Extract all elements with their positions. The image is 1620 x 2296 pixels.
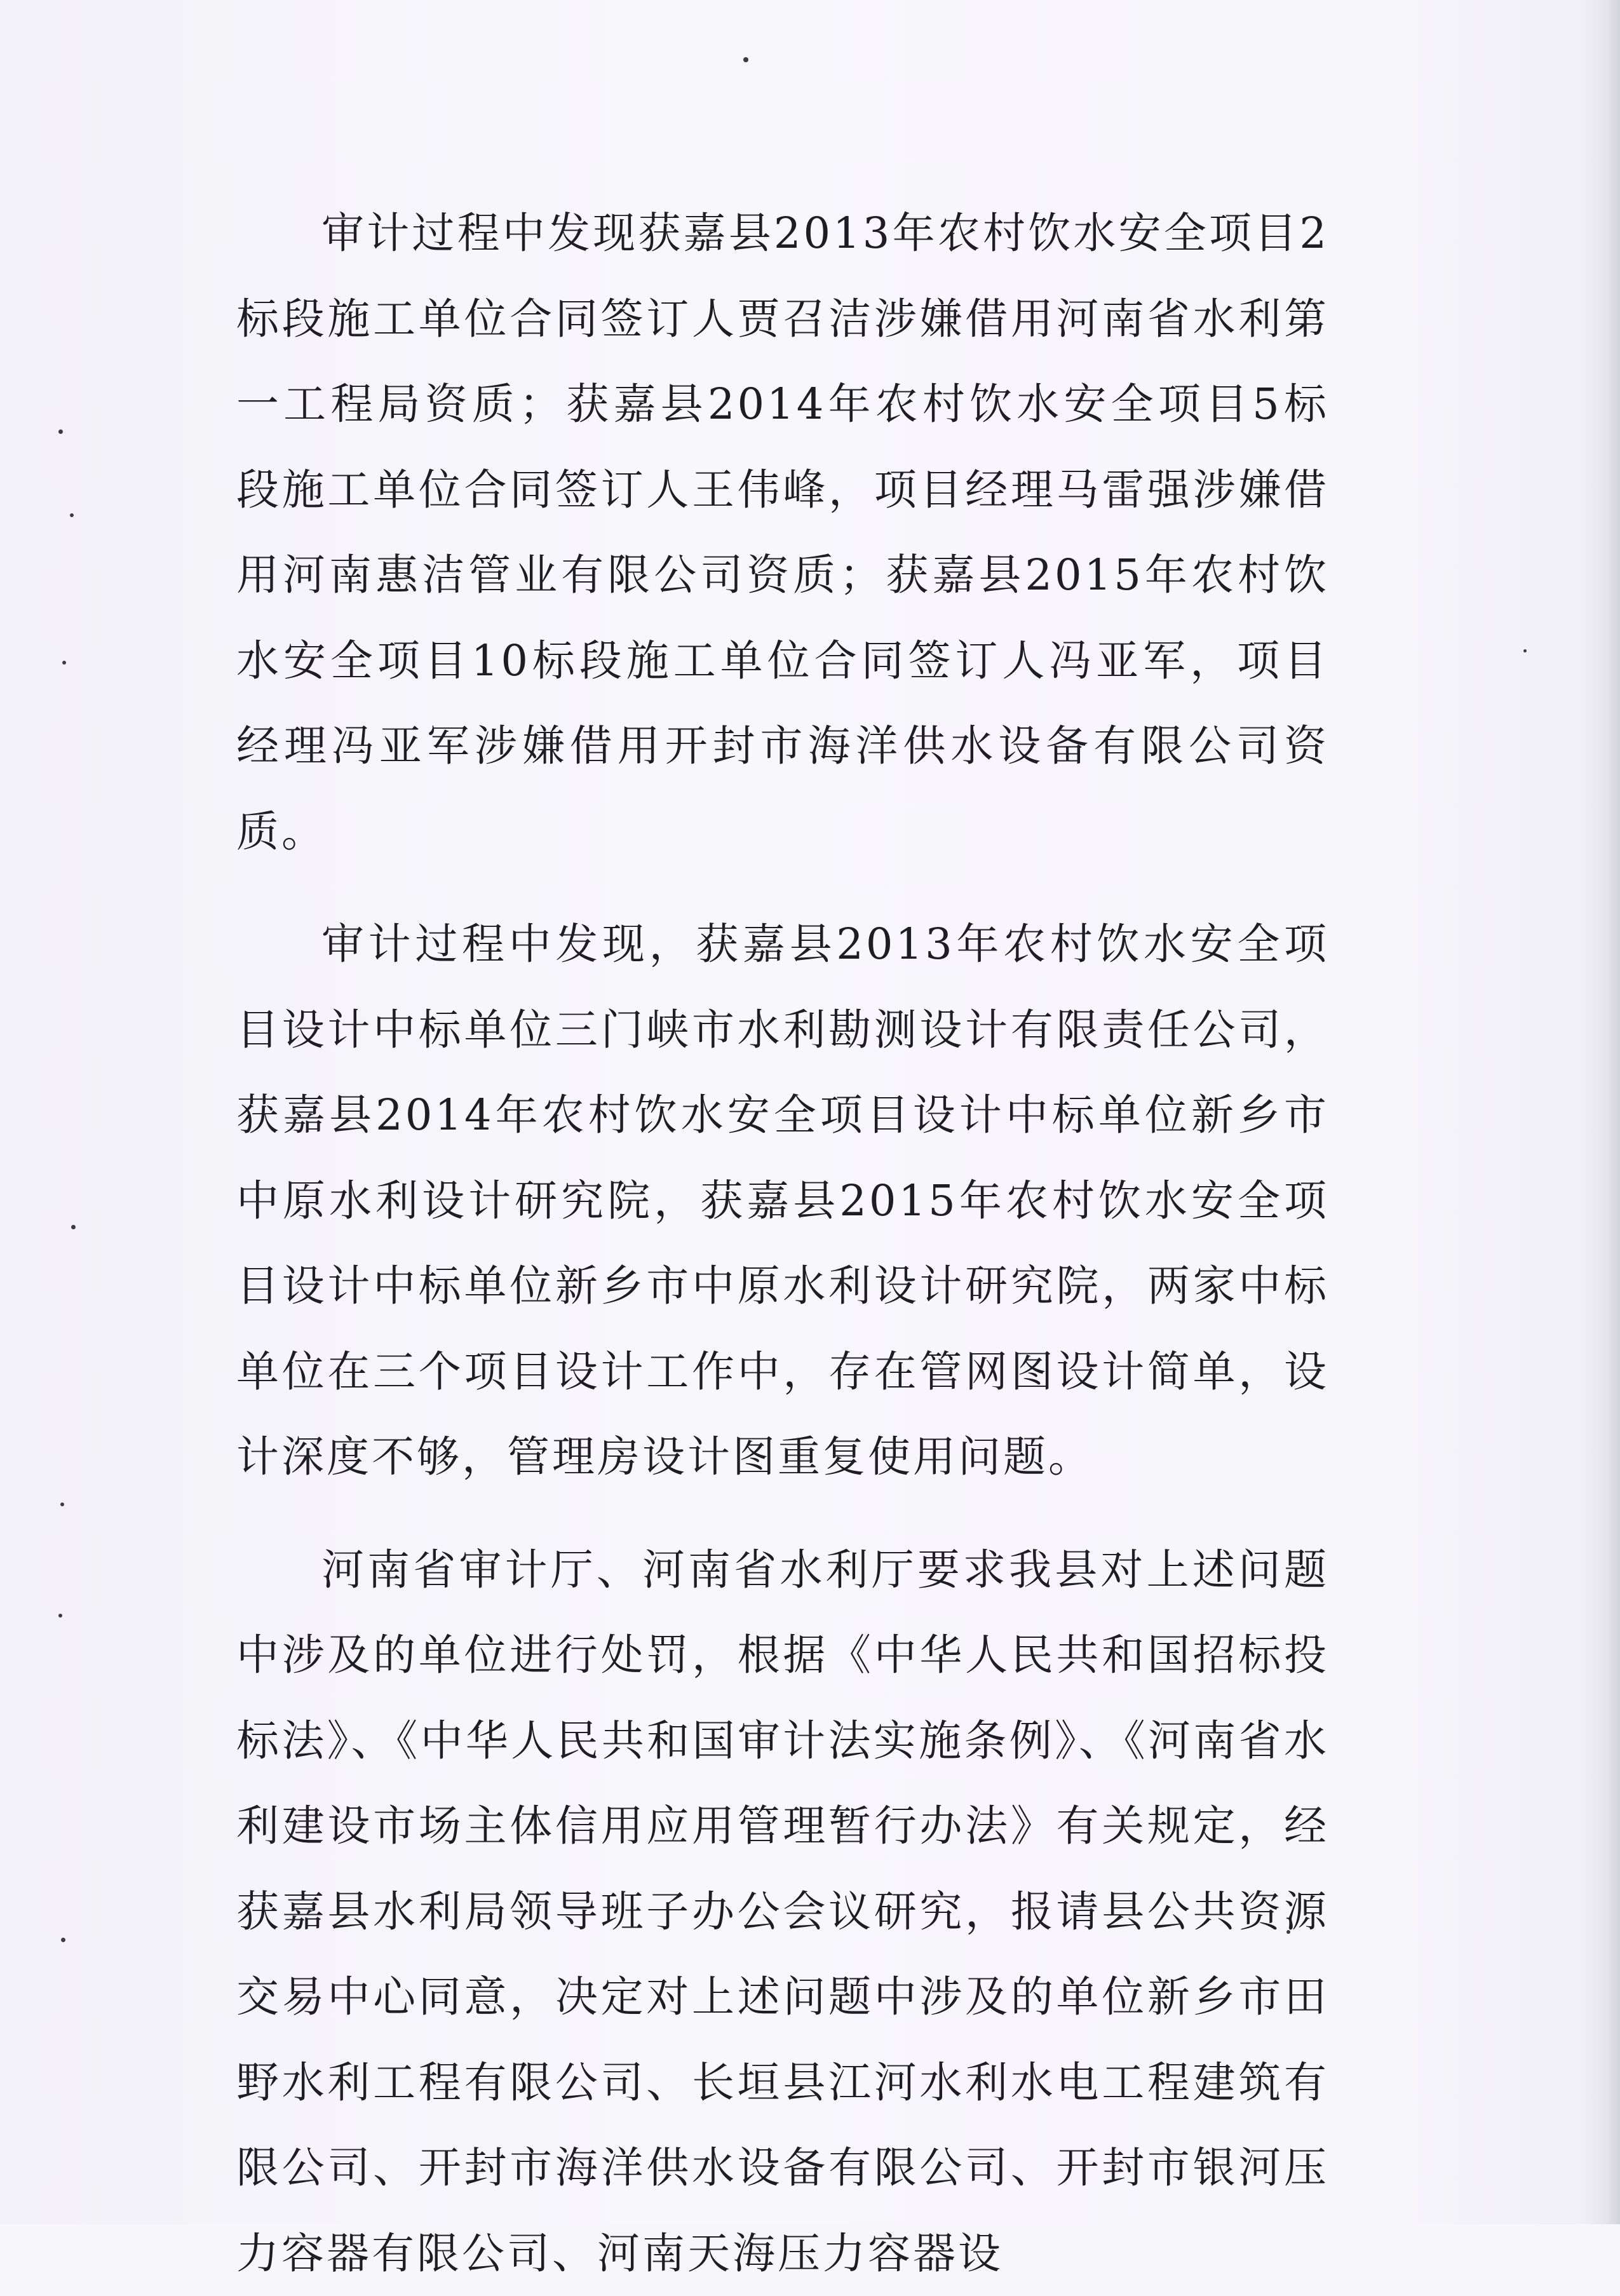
page-edge-shadow: [1582, 0, 1620, 2224]
scan-speck: [61, 1938, 65, 1942]
scan-speck: [743, 57, 748, 62]
paragraph-3: 河南省审计厅、河南省水利厅要求我县对上述问题中涉及的单位进行处罚，根据《中华人民共和国招标投标法》、《中华人民共和国审计法实施条例》、《河南省水利建设市场主体信用应用管理暂行办法》有关规定，经获嘉县水利局领导班子办公会议研究，报请县公共资源交易中心同意，决定对上述问题中涉及的单位新乡市田野水利工程有限公司、长垣县江河水利水电工程建筑有限公司、开封市海洋供水设备有限公司、开封市银河压力容器有限公司、河南天海压力容器设: [236, 1527, 1329, 2296]
paragraph-2: 审计过程中发现，获嘉县2013年农村饮水安全项目设计中标单位三门峡市水利勘测设计有限责任公司，获嘉县2014年农村饮水安全项目设计中标单位新乡市中原水利设计研究院，获嘉县2015年农村饮水安全项目设计中标单位新乡市中原水利设计研究院，两家中标单位在三个项目设计工作中，存在管网图设计简单，设计深度不够，管理房设计图重复使用问题。: [236, 902, 1329, 1500]
scan-speck: [58, 1614, 62, 1617]
document-body: [236, 191, 1329, 2296]
scan-speck: [60, 1503, 64, 1506]
scan-speck: [58, 429, 63, 434]
scan-speck: [71, 1225, 76, 1229]
paragraph-1: 审计过程中发现获嘉县2013年农村饮水安全项目2标段施工单位合同签订人贾召洁涉嫌借用河南省水利第一工程局资质；获嘉县2014年农村饮水安全项目5标段施工单位合同签订人王伟峰，项目经理马雷强涉嫌借用河南惠洁管业有限公司资质；获嘉县2015年农村饮水安全项目10标段施工单位合同签订人冯亚军，项目经理冯亚军涉嫌借用开封市海洋供水设备有限公司资质。: [236, 191, 1329, 874]
scan-speck: [70, 513, 74, 517]
scan-speck: [62, 661, 66, 665]
scan-speck: [1523, 649, 1527, 652]
